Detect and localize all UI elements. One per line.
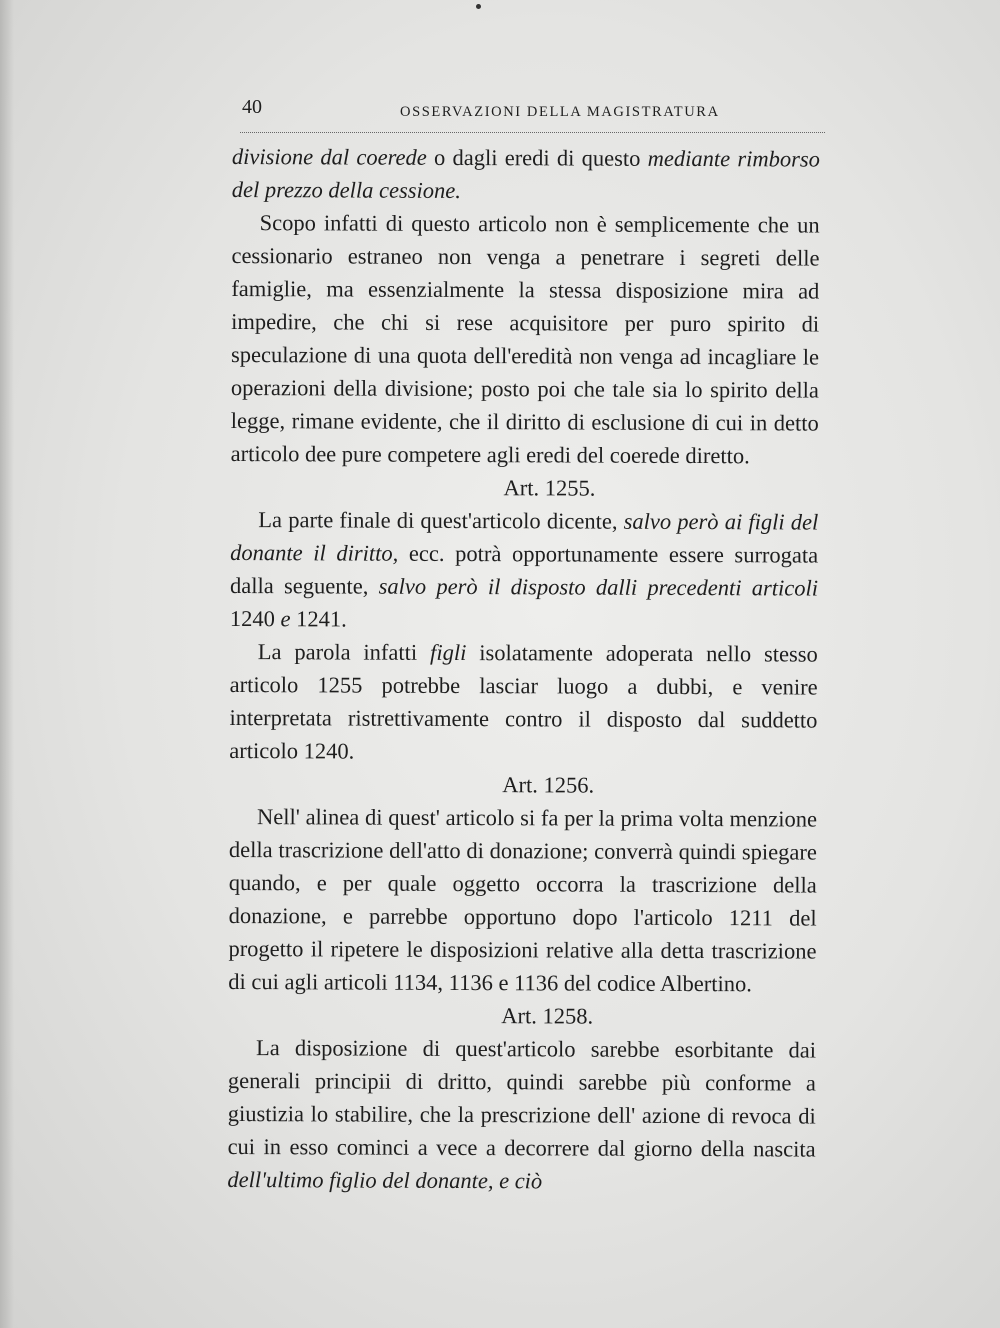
running-title: OSSERVAZIONI DELLA MAGISTRATURA (400, 104, 720, 120)
italic-phrase: salvo però ai figli del donante il diritto, (230, 508, 819, 566)
paragraph-continuation (232, 140, 820, 209)
article-heading-1258: Art. 1258. (501, 1003, 594, 1029)
paragraph-art-1258 (227, 1031, 816, 1199)
paragraph-art-1255-first (230, 503, 819, 638)
text-run: 1241. (290, 606, 347, 632)
italic-phrase: figli (430, 639, 467, 666)
italic-phrase: dell'ultimo figlio del donante, e ciò (227, 1166, 543, 1194)
paragraph-scopo: Scopo infatti di questo articolo non è semplicemente che un cessionario estraneo non venga a penetrare i segreti delle famiglie, ma essenzialmente la stessa disposizione mira ad impedire, che chi si rese acquisitore per puro spirito di speculazione di una quota dell'eredità non venga ad incagliare le operazioni della divisione; posto poi che tale sia lo spirito della legge, rimane evidente, che il diritto di esclusione di cui in detto articolo dee pure competere agli eredi del coerede diretto. (230, 210, 820, 469)
running-header (240, 96, 825, 133)
italic-phrase: salvo però il disposto dalli precedenti articoli (378, 573, 819, 601)
text-run: La parte finale di quest'articolo dicente, (258, 507, 624, 534)
text-run: 1240 (229, 605, 281, 632)
article-heading-1255: Art. 1255. (503, 475, 596, 501)
text-run: isolatamente adoperata nello stesso articolo 1255 potrebbe lasciar luogo a dubbi, e venire interpretata ristrettivamente contro il disposto dal suddetto articolo 1240. (229, 640, 818, 764)
text-run: o dagli eredi di questo (426, 144, 648, 171)
text-run: La disposizione di quest'articolo sarebbe esorbitante dai generali principii di dritto, quindi sarebbe più conforme a giustizia lo stabilire, che la prescrizione dell' azione di revoca di cui in esso cominci a vece a decorrere dal giorno della nascita (227, 1035, 817, 1162)
ink-speck (476, 4, 481, 9)
article-heading-1256: Art. 1256. (502, 772, 595, 798)
text-run: La parola infatti (257, 639, 431, 665)
italic-phrase: e (280, 606, 291, 632)
italic-phrase: divisione dal coerede (231, 143, 427, 170)
page-body (227, 140, 820, 1199)
paragraph-art-1255-second (229, 635, 818, 770)
page-number: 40 (242, 96, 262, 118)
italic-phrase: mediante rimborso del prezzo della cessione. (231, 145, 820, 203)
paragraph-art-1256: Nell' alinea di quest' articolo si fa per la prima volta menzione della trascrizione dell'atto di donazione; converrà quindi spiegare quando, e per quale oggetto occorra la trascrizione della donazione, e parrebbe opportuno dopo l'articolo 1211 del progetto il ripetere le disposizioni relative alla detta trascrizione di cui agli articoli 1134, 1136 e 1136 del codice Albertino. (228, 804, 818, 997)
text-run: ecc. potrà opportunamente essere surrogata dalla seguente, (230, 540, 819, 599)
